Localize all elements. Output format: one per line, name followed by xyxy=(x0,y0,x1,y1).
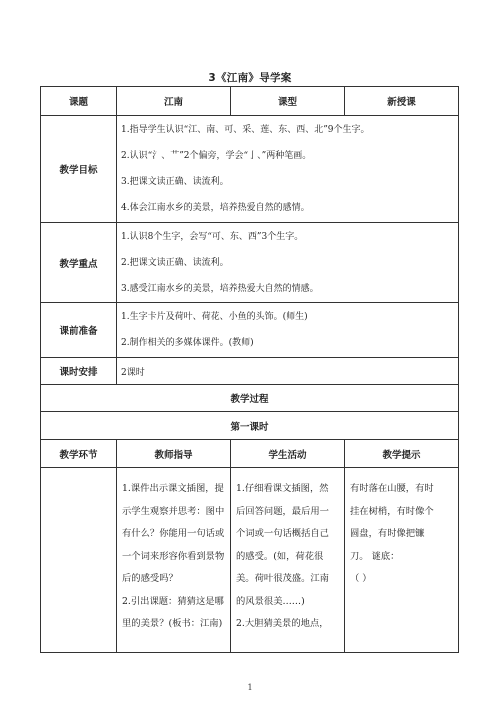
goals-row xyxy=(41,116,459,223)
student-line: 后回答问题，最后用一 xyxy=(236,505,329,517)
goals-label: 教学目标 xyxy=(41,116,117,223)
first-lesson-row xyxy=(41,412,459,440)
teacher-line: 一个词来形容你看到景物 xyxy=(122,550,225,562)
teacher-line: 1.课件出示课文插图，提 xyxy=(122,483,224,494)
header-row xyxy=(41,87,459,116)
goal-item: 2.认识“氵、艹”2个偏旁，学会“亅、”两种笔画。 xyxy=(121,151,312,161)
prep-label: 课前准备 xyxy=(41,303,117,358)
col-stage: 教学环节 xyxy=(41,440,117,468)
student-line: 2.大胆猜美景的地点， xyxy=(236,618,329,629)
tips-line: 有时落在山腰，有时 xyxy=(350,483,434,494)
tips-line: 挂在树梢，有时像个 xyxy=(350,505,434,517)
prep-row xyxy=(41,303,459,358)
tips-line: 刀。 谜底： xyxy=(350,550,400,562)
tips-line: （ ） xyxy=(350,573,372,584)
student-line: 的风景很美……) xyxy=(236,595,305,607)
topic-value: 江南 xyxy=(117,87,231,116)
document-title: 3《江南》导学案 xyxy=(208,72,292,84)
goal-item: 3.把课文读正确、读流利。 xyxy=(121,177,229,187)
focus-label: 教学重点 xyxy=(41,223,117,303)
teacher-line: 后的感受吗？ xyxy=(122,573,178,584)
label-type: 课型 xyxy=(231,87,345,116)
focus-item: 3.感受江南水乡的美景，培养热爱大自然的情感。 xyxy=(121,283,319,294)
column-header-row xyxy=(41,440,459,468)
schedule-value: 2课时 xyxy=(117,358,459,385)
content-row xyxy=(41,468,459,653)
teacher-line: 里的美景？(板书：江南) xyxy=(122,618,223,629)
goals-list xyxy=(117,116,459,223)
prep-item: 1.生字卡片及荷叶、荷花、小鱼的头饰。(师生) xyxy=(121,312,308,322)
teacher-cell xyxy=(117,468,231,653)
tips-line: 圆盘，有时像把镰 xyxy=(350,528,425,539)
col-teacher: 教师指导 xyxy=(117,440,231,468)
col-student: 学生活动 xyxy=(231,440,345,468)
goal-item: 4.体会江南水乡的美景，培养热爱自然的感情。 xyxy=(121,203,310,213)
type-value: 新授课 xyxy=(345,87,459,116)
schedule-label: 课时安排 xyxy=(41,358,117,385)
prep-item: 2.制作相关的多媒体课件。(教师) xyxy=(121,338,254,348)
teacher-line: 示学生观察并思考：图中 xyxy=(122,505,225,517)
process-title: 教学过程 xyxy=(41,385,459,412)
page-number: 1 xyxy=(247,683,253,692)
process-title-row xyxy=(41,385,459,412)
teacher-line: 有什么？你能用一句话或 xyxy=(122,528,225,539)
col-tips: 教学提示 xyxy=(345,440,459,468)
goal-item: 1.指导学生认识“江、南、可、采、莲、东、西、北”9个生字。 xyxy=(121,125,370,135)
focus-list xyxy=(117,223,459,303)
schedule-row xyxy=(41,358,459,385)
student-cell xyxy=(231,468,345,653)
student-line: 1.仔细看课文插图，然 xyxy=(236,483,329,494)
first-lesson-title: 第一课时 xyxy=(41,412,459,440)
teacher-line: 2.引出课题：猜猜这是哪 xyxy=(122,595,224,607)
student-line: 的感受。(如，荷花很 xyxy=(236,550,324,562)
prep-list xyxy=(117,303,459,358)
student-line: 美。荷叶很茂盛。江南 xyxy=(236,573,329,584)
label-topic: 课题 xyxy=(41,87,117,116)
focus-item: 2.把课文读正确、读流利。 xyxy=(121,257,229,268)
tips-cell xyxy=(345,468,459,653)
lesson-plan-table xyxy=(40,86,459,653)
focus-row xyxy=(41,223,459,303)
focus-item: 1.认识8个生字，会写“可、东、西”3个生字。 xyxy=(121,231,304,242)
student-line: 个词或一句话概括自己 xyxy=(236,528,329,539)
stage-cell xyxy=(41,468,117,653)
